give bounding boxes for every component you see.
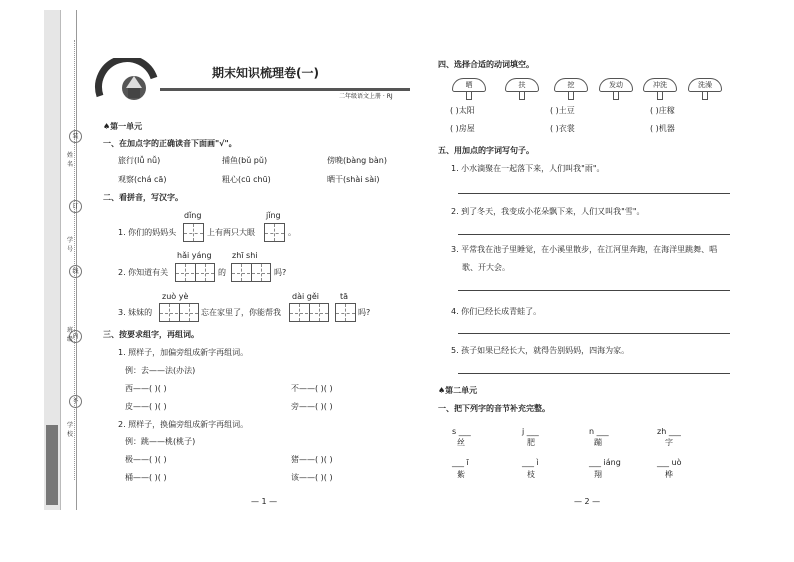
writing-box[interactable] [231,263,271,282]
page-number: — 1 — [251,497,278,506]
class-label: 班级 [67,327,74,343]
pinyin-prompt: zhī shi [232,251,258,260]
question-heading: 五、用加点的字词写句子。 [438,146,534,155]
mushroom-word [554,78,588,100]
mushroom-word [599,78,633,100]
mushroom-label: 发动 [599,78,633,92]
page-subtitle: 二年级语文上册 · RJ [339,93,393,100]
unit-heading: ♠第一单元 [103,122,143,131]
writing-box[interactable] [289,303,329,322]
sentence-text: 3. 妹妹的 [118,308,153,317]
answer-row[interactable]: ( )机器 [650,124,675,133]
sentence-text: 上有两只大眼 [207,228,255,237]
writing-box[interactable] [335,303,356,322]
question-heading: 一、在加点字的正确读音下面画"√"。 [103,139,237,148]
page-title: 期末知识梳理卷(一) [212,66,319,80]
sentence-prompt: 5. 孩子如果已经长大，就得告别妈妈，四海为家。 [451,346,630,355]
pinyin-prompt: dài gěi [292,292,319,301]
syllable-blank[interactable]: ___ ì [522,458,539,467]
answer-line[interactable] [458,290,730,291]
mushroom-label: 晒 [452,78,486,92]
character: 桦 [665,470,673,479]
sentence-prompt: 2. 到了冬天，我变成小花朵飘下来，人们又叫我"雪"。 [451,207,645,216]
syllable-blank[interactable]: ___ ī [452,458,469,467]
sentence-text: 吗? [274,268,287,277]
seal-circle: 线 [69,265,82,278]
answer-line[interactable] [458,193,730,194]
sentence-text: 2. 你知道有关 [118,268,169,277]
name-label: 姓名 [67,152,74,168]
writing-box[interactable] [175,263,215,282]
pinyin-choice: 观察(chá cā) [118,175,167,184]
sentence-prompt: 歌、开大会。 [462,263,510,272]
example-text: 例：去——法(办法) [125,366,196,375]
seal-circle: 不 [69,395,82,408]
sub-question: 2. 照样子，换偏旁组成新字再组词。 [118,420,249,429]
question-heading: 二、看拼音，写汉字。 [103,193,183,202]
brand-logo [92,58,162,108]
pinyin-prompt: dǐng [184,211,202,220]
answer-row[interactable]: ( )太阳 [450,106,475,115]
syllable-blank[interactable]: s ___ [452,427,471,436]
seal-circle: 订 [69,200,82,213]
sidebar-banner [46,425,58,505]
unit-heading: ♠第二单元 [438,386,478,395]
school-label: 学校 [67,422,74,438]
answer-row[interactable]: 皮——( )( ) [125,402,167,411]
answer-row[interactable]: 桶——( )( ) [125,473,167,482]
mushroom-label: 扶 [505,78,539,92]
sentence-text: 吗? [358,308,371,317]
pinyin-prompt: tā [340,292,349,301]
answer-row[interactable]: 西——( )( ) [125,384,167,393]
pinyin-choice: 粗心(cū chū) [222,175,271,184]
binding-sidebar [44,10,77,510]
sub-question: 1. 照样子，加偏旁组成新字再组词。 [118,348,249,357]
sentence-prompt: 4. 你们已经长成青蛙了。 [451,307,542,316]
syllable-blank[interactable]: ___ iáng [589,458,621,467]
syllable-blank[interactable]: ___ uò [657,458,682,467]
sentence-prompt: 1. 小水滴聚在一起落下来，人们叫我"雨"。 [451,164,605,173]
answer-row[interactable]: ( )房屋 [450,124,475,133]
pinyin-choice: 旅行(lǚ nǚ) [118,156,161,165]
answer-line[interactable] [458,234,730,235]
answer-line[interactable] [458,373,730,374]
character: 翔 [594,470,602,479]
mushroom-word [452,78,486,100]
writing-box[interactable] [264,223,285,242]
writing-box[interactable] [159,303,199,322]
question-heading: 三、按要求组字，再组词。 [103,330,199,339]
page-number: — 2 — [574,497,601,506]
syllable-blank[interactable]: n ___ [589,427,609,436]
logo-emblem-icon [92,58,162,108]
mushroom-label: 挖 [554,78,588,92]
mushroom-word [643,78,677,100]
pinyin-choice: 傍晚(bàng bàn) [327,156,387,165]
question-heading: 四、选择合适的动词填空。 [438,60,534,69]
answer-row[interactable]: ( )土豆 [550,106,575,115]
character: 枝 [527,470,535,479]
sentence-text: 1. 你们的妈妈头 [118,228,177,237]
answer-row[interactable]: 极——( )( ) [125,455,167,464]
pinyin-prompt: hǎi yáng [177,251,212,260]
sentence-text: 忘在家里了，你能帮我 [201,308,281,317]
answer-row[interactable]: 该——( )( ) [291,473,333,482]
mushroom-word [688,78,722,100]
sentence-prompt: 3. 平常我在池子里睡觉，在小溪里散步，在江河里奔跑，在海洋里跳舞、唱 [451,245,718,254]
sentence-text: 的 [218,268,226,277]
question-heading: 一、把下列字的音节补充完整。 [438,404,550,413]
mushroom-label: 冲洗 [643,78,677,92]
seal-circle: 装 [69,130,82,143]
character: 蹦 [594,438,602,447]
answer-row[interactable]: 旁——( )( ) [291,402,333,411]
seal-circle: 内 [69,330,82,343]
header-rule [160,88,410,91]
mushroom-label: 洗澡 [688,78,722,92]
pinyin-choice: 晒干(shài sài) [327,175,380,184]
answer-row[interactable]: 不——( )( ) [291,384,333,393]
answer-row[interactable]: ( )衣裳 [550,124,575,133]
character: 肥 [527,438,535,447]
syllable-blank[interactable]: j ___ [522,427,539,436]
student-id-label: 学号 [67,237,74,253]
answer-row[interactable]: 猪——( )( ) [291,455,333,464]
pinyin-prompt: zuò yè [162,292,189,301]
answer-line[interactable] [458,333,730,334]
sentence-text: 。 [288,228,296,237]
example-text: 例：跳——桃(桃子) [125,437,196,446]
character: 字 [665,438,673,447]
mushroom-word [505,78,539,100]
syllable-blank[interactable]: zh ___ [657,427,681,436]
character: 丝 [457,438,465,447]
pinyin-choice: 捕鱼(bǔ pǔ) [222,156,268,165]
character: 紫 [457,470,465,479]
pinyin-prompt: jǐng [266,211,281,220]
fold-line [74,40,75,480]
answer-row[interactable]: ( )庄稼 [650,106,675,115]
writing-box[interactable] [183,223,204,242]
